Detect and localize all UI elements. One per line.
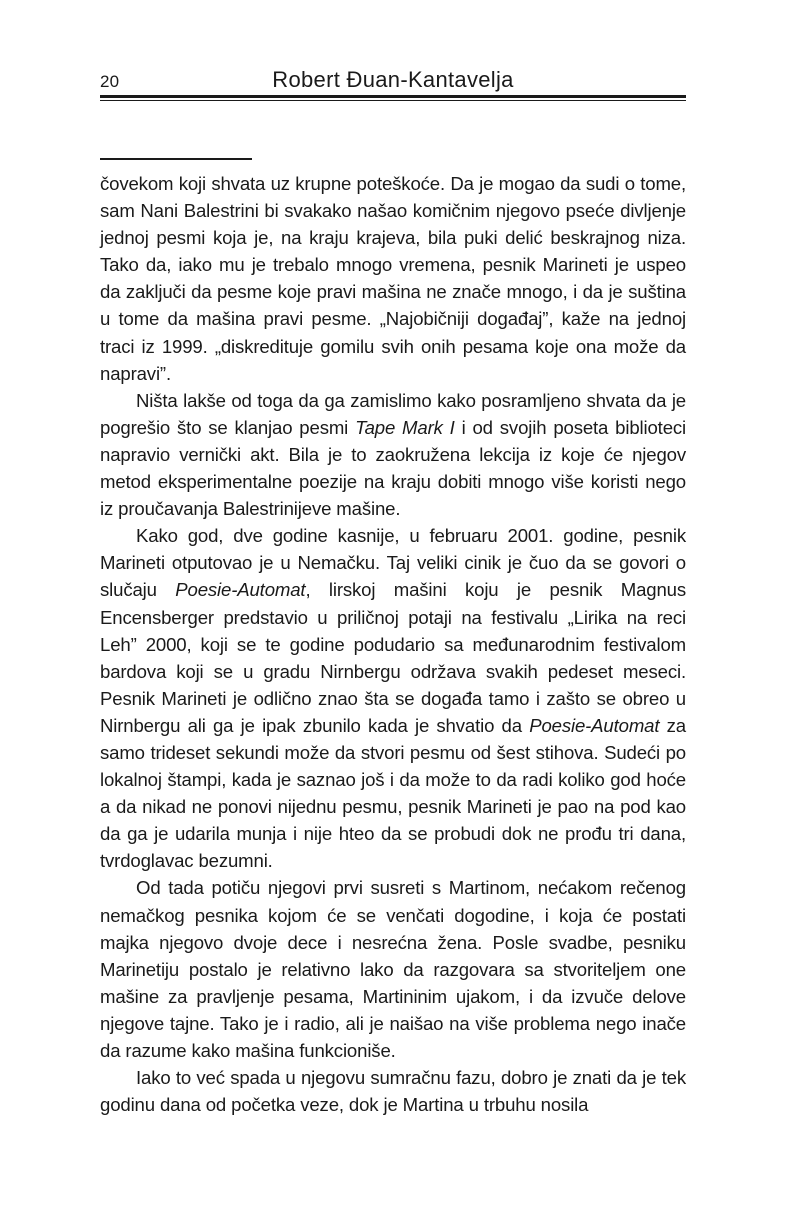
paragraph-text: , lirskoj mašini koju je pesnik Magnus Encensberger predstavio u priličnoj potaji na festivalu „Lirika na reci Leh” 2000, koji se te godine podudario sa međunarodnim festivalom bardova koji se u gradu Nirnbergu održava svakih pedeset meseci. Pesnik Marineti je odlično znao šta se događa tamo i zašto se obreo u Nirnbergu ali ga je ipak zbunilo kada je shvatio da (100, 579, 686, 736)
machine-name-italic: Poesie-Automat (529, 714, 660, 736)
footnote-separator (100, 158, 252, 160)
paragraph-4 (100, 874, 686, 1064)
running-title: Robert Đuan-Kantavelja (272, 67, 514, 92)
machine-name-italic: Poesie-Automat (175, 579, 306, 601)
page-number: 20 (100, 72, 120, 91)
paragraph-text: i od svojih poseta biblioteci napravio vernički akt. Bila je to zaokružena lekcija iz koje će njegov metod eksperimentalne poezije na kraju dobiti mnogo više koristi nego iz proučavanja Balestrinijeve mašine. (100, 416, 687, 520)
paragraph-text: Iako to već spada u njegovu sumračnu fazu, dobro je znati da je tek godinu dana od početka veze, dok je Martina u trbuhu nosila (100, 1067, 686, 1116)
header-rule-thick (100, 95, 686, 98)
paragraph-text: Kako god, dve godine kasnije, u februaru 2001. godine, pesnik Marineti otputovao je u Nemačku. Taj veliki cinik je čuo da se govori o slučaju (100, 525, 686, 601)
paragraph-3 (100, 522, 686, 874)
page-header (100, 64, 686, 96)
paragraph-5 (100, 1064, 686, 1118)
paragraph-1 (100, 170, 686, 387)
paragraph-text: čovekom koji shvata uz krupne poteškoće. Da je mogao da sudi o tome, sam Nani Balestrini bi svakako našao komičnim njegovo pseće divljenje jednoj pesmi koja je, na kraju krajeva, bila puki delić beskrajnog niza. Tako da, iako mu je trebalo mnogo vremena, pesnik Marineti je uspeo da zaključi da pesme koje pravi mašina ne znače mnogo, i da je suština u tome da mašina pravi pesme. „Najobičniji događaj”, kaže na jednoj traci iz 1999. „diskredituje gomilu svih onih pesama koje ona može da napravi”. (100, 173, 686, 384)
poem-title-italic: Tape Mark I (355, 416, 455, 438)
body-text (100, 170, 686, 1118)
paragraph-text: Ništa lakše od toga da ga zamislimo kako posramljeno shvata da je pogrešio što se klanjao pesmi (100, 389, 686, 438)
header-rule-thin (100, 100, 686, 101)
paragraph-text: Od tada potiču njegovi prvi susreti s Martinom, nećakom rečenog nemačkog pesnika kojom će se venčati dogodine, i koja će postati majka njegovo dvoje dece i nesrećna žena. Posle svadbe, pesniku Marinetiju postalo je relativno lako da razgovara sa stvoriteljem one mašine za pravljenje pesama, Martininim ujakom, i da izvuče delove njegove tajne. Tako je i radio, ali je naišao na više problema nego inače da razume kako mašina funkcioniše. (100, 877, 686, 1061)
paragraph-text: za samo trideset sekundi može da stvori pesmu od šest stihova. Sudeći po lokalnoj štampi, kada je saznao još i da može to da radi koliko god hoće a da nikad ne ponovi nijednu pesmu, pesnik Marineti je pao na pod kao da ga je udarila munja i nije hteo da se probudi dok ne prođu tri dana, tvrdoglavac bezumni. (100, 714, 686, 872)
paragraph-2 (100, 387, 686, 522)
